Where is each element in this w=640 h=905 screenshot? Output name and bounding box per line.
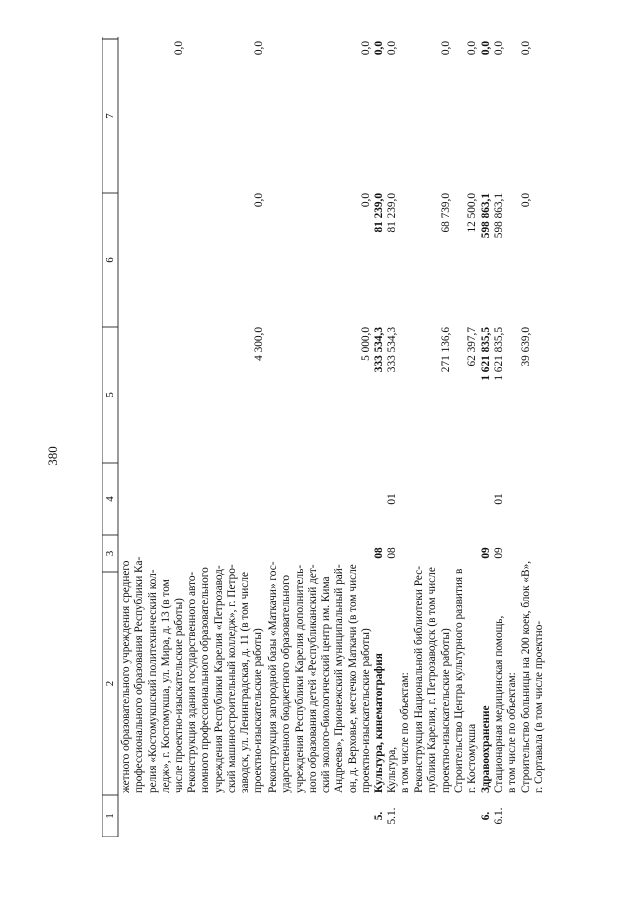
- header-col-2: 2: [104, 680, 116, 687]
- row-name-line: Культура, кинематография: [373, 653, 385, 793]
- amount-col-5: [493, 327, 506, 462]
- row-number: [480, 795, 493, 837]
- section-code: [480, 535, 493, 571]
- row-name: [480, 572, 493, 793]
- section-code-text: 09: [493, 547, 505, 559]
- row-name: [520, 560, 547, 793]
- amount-col-7: [440, 41, 453, 191]
- amount-col-5: [386, 327, 399, 462]
- row-name-line: ударственного бюджетного образовательного: [280, 574, 293, 793]
- amount-col-5: [480, 327, 493, 462]
- subsection-code-text: 01: [493, 493, 505, 505]
- row-name-line: ский машиностроительный колледж», г. Петро-: [225, 564, 238, 793]
- amount-col-6: [386, 193, 399, 325]
- amount-col-6-text: 12 500,0: [466, 193, 479, 233]
- row-name-line: Андреева», Прионежский муниципальный рай-: [333, 564, 346, 793]
- amount-col-7-text: 0,0: [373, 41, 385, 56]
- amount-col-6: [253, 193, 266, 325]
- row-name: [493, 572, 520, 793]
- row-number: [373, 795, 386, 837]
- row-name-line: ледж», г. Костомукша, ул. Мира, д. 13 (в том: [159, 579, 172, 793]
- budget-table: [102, 37, 602, 837]
- header-col-1: 1: [104, 813, 116, 819]
- amount-col-7: [480, 41, 493, 191]
- amount-col-5-text: 5 000,0: [360, 327, 373, 361]
- row-name-line: Строительство больницы на 200 коек, блок «В»,: [520, 560, 532, 793]
- row-name-line: ский эколого-биологический центр им. Кима: [320, 576, 333, 793]
- row-name-line: Реконструкция Национальной библиотеки Рес-: [413, 566, 425, 793]
- amount-col-5: [466, 327, 479, 462]
- row-name-line: в том числе по объектам:: [399, 672, 412, 793]
- amount-col-7: [253, 41, 266, 191]
- row-name-line: жетного образовательного учреждения среднего: [120, 560, 132, 793]
- subsection-code: [493, 464, 506, 534]
- amount-col-5: [360, 327, 373, 462]
- amount-col-7: [386, 41, 399, 191]
- amount-col-7: [173, 41, 186, 191]
- row-name-line: Здравоохранение: [480, 705, 492, 793]
- row-number: [493, 795, 506, 837]
- row-name-line: Строительство Центра культурного развития в: [453, 568, 465, 793]
- amount-col-6-text: 0,0: [252, 193, 265, 208]
- section-code: [386, 535, 399, 571]
- amount-col-5: [253, 327, 266, 462]
- row-name-line: проектно-изыскательские работы): [439, 628, 452, 793]
- header-col-7: 7: [104, 113, 116, 119]
- row-name-line: Реконструкция загородной базы «Маткачи» гос-: [267, 561, 279, 793]
- row-name-line: г. Костомукша: [466, 723, 479, 793]
- row-name: [413, 566, 453, 793]
- amount-col-7-text: 0,0: [173, 41, 186, 56]
- amount-col-6-text: 598 863,1: [493, 193, 505, 239]
- row-name-line: заводск, ул. Ленинградская, д. 11 (в том числе: [239, 572, 252, 793]
- amount-col-6-text: 81 239,0: [373, 193, 385, 233]
- amount-col-5-text: 62 397,7: [466, 327, 479, 367]
- row-name-line: профессионального образования Республики Ка-: [133, 556, 146, 793]
- section-code-text: 08: [373, 547, 385, 559]
- row-name: [373, 572, 386, 793]
- amount-col-6: [360, 193, 373, 325]
- row-name: [120, 556, 186, 793]
- amount-col-7: [373, 41, 386, 191]
- row-name-line: релия «Костомукшский политехнический кол-: [146, 569, 159, 793]
- amount-col-7-text: 0,0: [493, 41, 505, 56]
- row-name-line: учреждения Республики Карелия «Петрозавод-: [212, 565, 225, 793]
- amount-col-6: [440, 193, 453, 325]
- amount-col-6-text: 68 739,0: [439, 193, 452, 233]
- row-name-line: г. Сортавала (в том числе проектно-: [533, 620, 546, 793]
- subsection-code-text: 01: [386, 493, 398, 505]
- row-number-text: 5.: [373, 811, 385, 821]
- row-number-text: 6.: [480, 811, 492, 821]
- amount-col-7: [360, 41, 373, 191]
- header-col-4: 4: [104, 496, 116, 502]
- amount-col-6-text: 598 863,1: [480, 193, 492, 239]
- row-name-line: учреждения Республики Карелия дополнитель-: [293, 564, 306, 793]
- amount-col-7: [520, 41, 533, 191]
- row-name-line: Реконструкция здания государственного авто-: [186, 571, 198, 793]
- amount-col-6: [520, 193, 533, 325]
- row-number-text: 6.1.: [493, 807, 505, 825]
- page-number: 380: [45, 446, 60, 466]
- amount-col-7-text: 0,0: [252, 41, 265, 56]
- row-name-line: проектно-изыскательские работы): [360, 628, 373, 793]
- row-name-line: он, д. Верховье, местечко Маткачи (в том числе: [346, 564, 359, 793]
- subsection-code: [386, 464, 399, 534]
- amount-col-5-text: 4 300,0: [252, 327, 265, 361]
- amount-col-6: [480, 193, 493, 325]
- amount-col-7: [493, 41, 506, 191]
- row-name: [186, 564, 266, 793]
- row-name-line: в том числе по объектам:: [506, 672, 519, 793]
- amount-col-7-text: 0,0: [439, 41, 452, 56]
- amount-col-6: [466, 193, 479, 325]
- section-code: [373, 535, 386, 571]
- amount-col-5-text: 39 639,0: [520, 327, 532, 367]
- amount-col-7-text: 0,0: [466, 41, 479, 56]
- amount-col-6-text: 81 239,0: [386, 193, 398, 233]
- row-name-line: проектно-изыскательские работы): [252, 628, 265, 793]
- amount-col-5: [520, 327, 533, 462]
- section-code: [493, 535, 506, 571]
- amount-col-5-text: 333 534,3: [386, 327, 398, 373]
- section-code-text: 08: [386, 547, 398, 559]
- amount-col-5-text: 271 136,6: [439, 327, 452, 373]
- row-name-line: Культура,: [386, 746, 398, 793]
- amount-col-7-text: 0,0: [480, 41, 492, 56]
- amount-col-5-text: 1 621 835,5: [493, 327, 505, 381]
- amount-col-7-text: 0,0: [360, 41, 373, 56]
- amount-col-5: [440, 327, 453, 462]
- section-code-text: 09: [480, 547, 492, 559]
- amount-col-6: [373, 193, 386, 325]
- header-col-3: 3: [104, 550, 116, 557]
- row-name: [386, 572, 413, 793]
- amount-col-7-text: 0,0: [520, 41, 532, 56]
- amount-col-6-text: 0,0: [360, 193, 373, 208]
- row-name-line: ного образования детей «Республиканский дет-: [306, 564, 319, 793]
- amount-col-5: [373, 327, 386, 462]
- header-col-5: 5: [104, 392, 116, 398]
- row-name-line: номного профессионального образовательного: [199, 567, 212, 793]
- row-name-line: числе проектно-изыскательские работы): [173, 598, 186, 793]
- header-col-6: 6: [104, 257, 116, 263]
- amount-col-5-text: 1 621 835,5: [480, 327, 492, 381]
- row-name-line: публики Карелия, г. Петрозаводск (в том числе: [426, 567, 439, 793]
- row-name: [453, 568, 480, 793]
- amount-col-7-text: 0,0: [386, 41, 398, 56]
- amount-col-5-text: 333 534,3: [373, 327, 385, 373]
- row-number-text: 5.1.: [386, 807, 398, 825]
- amount-col-6-text: 0,0: [520, 193, 532, 208]
- row-number: [386, 795, 399, 837]
- amount-col-6: [493, 193, 506, 325]
- row-name: [267, 561, 373, 793]
- row-name-line: Стационарная медицинская помощь,: [493, 615, 505, 793]
- amount-col-7: [466, 41, 479, 191]
